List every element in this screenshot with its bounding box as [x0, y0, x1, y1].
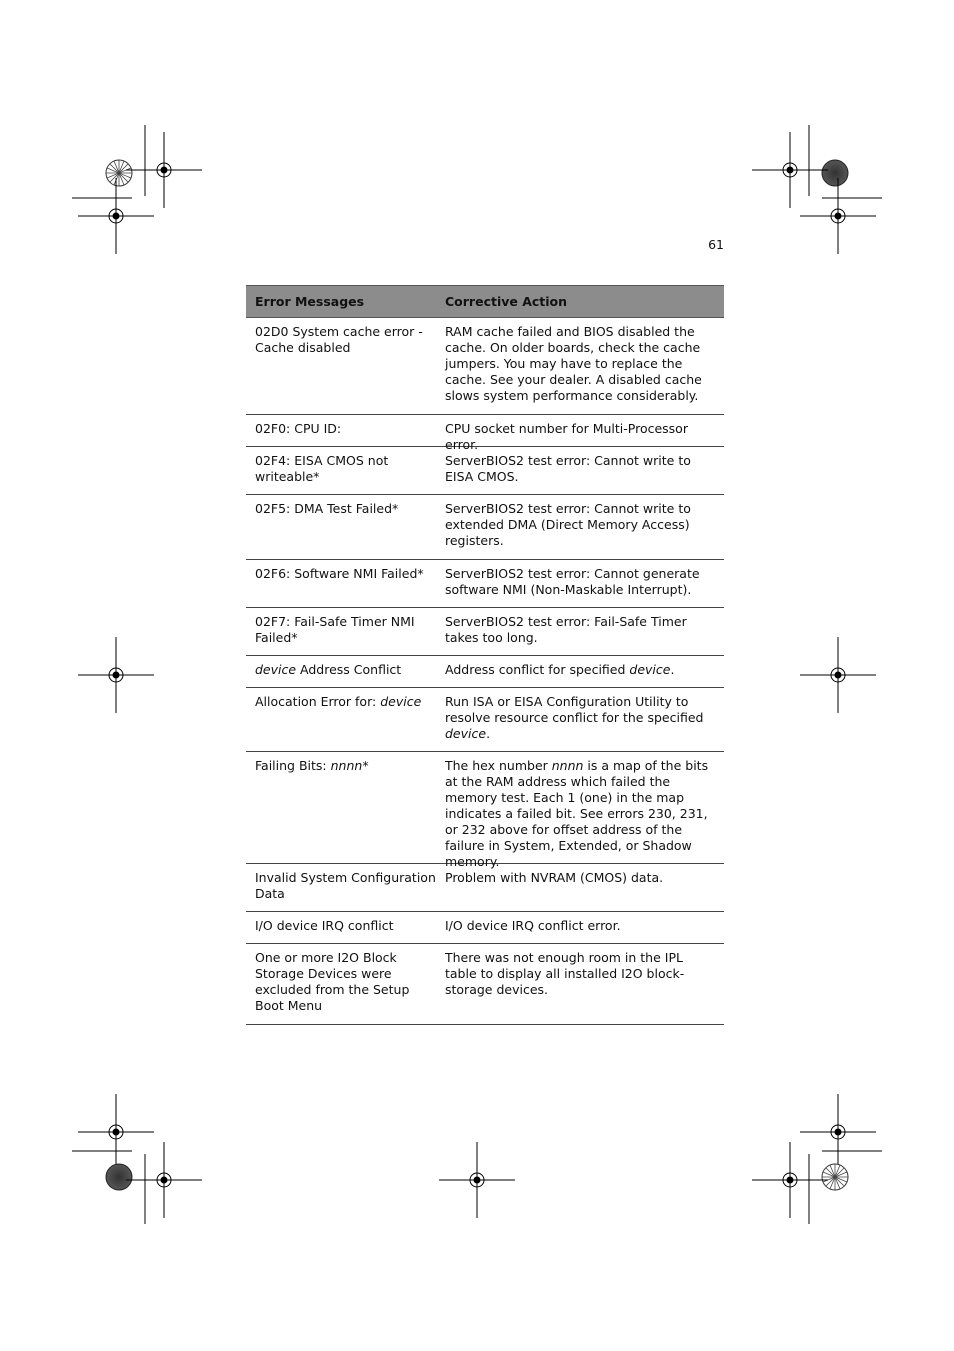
table-row: [246, 608, 724, 656]
table-row: [246, 752, 724, 869]
corrective-action: [436, 662, 724, 687]
error-message: [246, 694, 436, 751]
corrective-action: I/O device IRQ conflict error.: [445, 918, 621, 933]
corrective-action: Problem with NVRAM (CMOS) data.: [445, 870, 664, 885]
corrective-action: [436, 694, 724, 751]
table-row: [246, 447, 724, 495]
action-italic: device: [445, 726, 487, 741]
table-row: [246, 944, 724, 1025]
message-italic: device: [255, 662, 297, 677]
action-italic: device: [629, 662, 671, 677]
error-message: [246, 758, 436, 863]
corrective-action: ServerBIOS2 test error: Fail-Safe Timer takes too long.: [445, 614, 687, 645]
error-message: [246, 662, 436, 687]
table-row: [246, 495, 724, 560]
action-pre: The hex number: [445, 758, 552, 773]
action-post: is a map of the bits at the RAM address which failed the memory test. Each 1 (one) in the map indicates a failed bit. See errors 230, 231, or 232 above for offset address of the failure in System, Extended, or Shadow memory.: [445, 758, 709, 869]
corrective-action: There was not enough room in the IPL table to display all installed I2O block-storage devices.: [445, 950, 685, 997]
table-row: [246, 912, 724, 944]
corrective-action: CPU socket number for Multi-Processor error.: [445, 421, 688, 452]
error-message: Invalid System Configuration Data: [255, 870, 436, 901]
error-message: 02F5: DMA Test Failed*: [255, 501, 399, 516]
action-post: .: [486, 726, 491, 741]
header-error-messages: Error Messages: [255, 293, 365, 309]
header-corrective-action: Corrective Action: [445, 293, 568, 309]
corrective-action: ServerBIOS2 test error: Cannot write to EISA CMOS.: [445, 453, 691, 484]
action-pre: Address conflict for specified: [445, 662, 630, 677]
message-post: *: [362, 758, 369, 773]
corrective-action: ServerBIOS2 test error: Cannot write to extended DMA (Direct Memory Access) registers.: [445, 501, 691, 548]
error-message: One or more I2O Block Storage Devices were excluded from the Setup Boot Menu: [255, 950, 410, 1013]
table-row: [246, 656, 724, 688]
error-message: 02F0: CPU ID:: [255, 421, 342, 436]
corrective-action: [436, 758, 724, 869]
table-row: [246, 688, 724, 752]
table-row: [246, 864, 724, 912]
message-italic: nnnn: [330, 758, 363, 773]
message-italic: device: [380, 694, 422, 709]
page-number: 61: [708, 237, 724, 252]
error-message: 02F6: Software NMI Failed*: [255, 566, 424, 581]
message-rest: Address Conflict: [296, 662, 402, 677]
action-pre: Run ISA or EISA Configuration Utility to resolve resource conflict for the specified: [445, 694, 704, 725]
action-post: .: [670, 662, 675, 677]
error-table: [246, 285, 724, 1025]
error-message: 02F4: EISA CMOS not writeable*: [255, 453, 389, 484]
error-message: I/O device IRQ conflict: [255, 918, 394, 933]
corrective-action: RAM cache failed and BIOS disabled the cache. On older boards, check the cache jumpers. You may have to replace the cache. See your dealer. A disabled cache slows system performance considerably.: [445, 324, 702, 403]
table-header: [246, 285, 724, 318]
table-row: [246, 560, 724, 608]
error-message: 02F7: Fail-Safe Timer NMI Failed*: [255, 614, 415, 645]
error-message: 02D0 System cache error - Cache disabled: [255, 324, 423, 355]
message-pre: Failing Bits:: [255, 758, 331, 773]
message-pre: Allocation Error for:: [255, 694, 381, 709]
action-italic: nnnn: [551, 758, 584, 773]
table-row: [246, 318, 724, 415]
table-row: [246, 415, 724, 452]
corrective-action: ServerBIOS2 test error: Cannot generate software NMI (Non-Maskable Interrupt).: [445, 566, 700, 597]
